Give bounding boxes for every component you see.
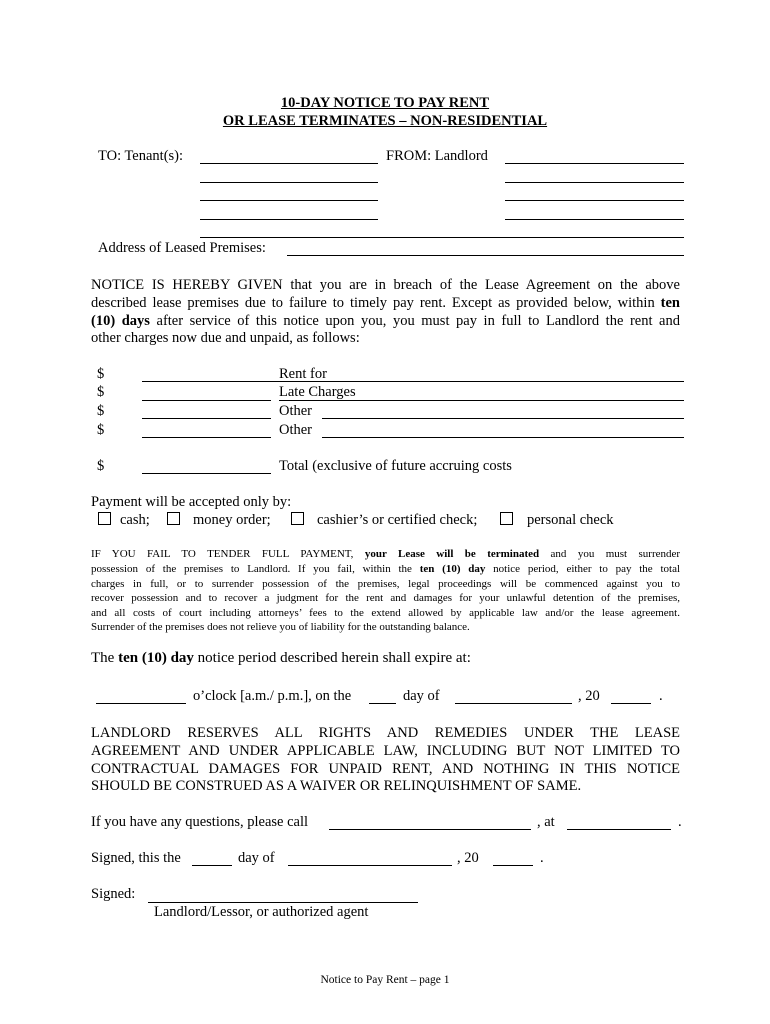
contact-period: . <box>678 814 682 830</box>
expiry-period: . <box>659 688 663 704</box>
charge-label-other-2: Other <box>279 422 313 438</box>
reserve-line-3: CONTRACTUAL DAMAGES FOR UNPAID RENT, AND NOTHING IN THIS NOTICE <box>91 761 680 777</box>
warning-line-2: possession of the premises to Landlord. If you fail, within the ten (10) day notice period, either to pay the total <box>91 563 681 575</box>
amount-line-other-2[interactable] <box>142 437 271 438</box>
notice-line-3: (10) days after service of this notice upon you, you must pay in full to Landlord the rent and <box>91 313 680 329</box>
expiry-day-line[interactable] <box>369 703 396 704</box>
notice-line-2: described lease premises due to failure to timely pay rent. Except as provided below, within ten <box>91 295 680 311</box>
warning-line-5: and all costs of court including attorneys’ fees to the extend allowed by applicable law and/or the lease agreement. <box>91 607 680 619</box>
money-order-checkbox[interactable] <box>167 512 180 525</box>
tenant-line-1[interactable] <box>200 163 378 164</box>
rent-description-line[interactable] <box>142 381 684 382</box>
warning-line-1: IF YOU FAIL TO TENDER FULL PAYMENT, your Lease will be terminated and you must surrender <box>91 548 681 560</box>
contact-label: If you have any questions, please call <box>91 814 309 830</box>
signature-line[interactable] <box>148 902 418 903</box>
charge-label-late: Late Charges <box>279 384 356 400</box>
amount-line-late[interactable] <box>142 400 271 401</box>
expiry-year-line[interactable] <box>611 703 651 704</box>
dollar-sign: $ <box>97 403 105 419</box>
signed-date-label: Signed, this the <box>91 850 181 866</box>
landlord-line-2[interactable] <box>505 182 684 183</box>
reserve-line-4: SHOULD BE CONSTRUED AS A WAIVER OR RELINQUISHMENT OF SAME. <box>91 778 582 794</box>
title-line-1: 10-DAY NOTICE TO PAY RENT <box>280 95 490 111</box>
payment-option-cashiers-check: cashier’s or certified check; <box>317 512 478 528</box>
amount-line-total[interactable] <box>142 473 271 474</box>
charge-label-rent: Rent for <box>279 366 327 382</box>
warning-line-4: recover possession and to recover a judgment for the rent and damages for your unlawful detention of the premises, <box>91 592 680 604</box>
warning-line-6: Surrender of the premises does not relieve you of liability for the outstanding balance. <box>91 621 470 633</box>
payment-label: Payment will be accepted only by: <box>91 494 292 510</box>
contact-name-line[interactable] <box>329 829 531 830</box>
contact-phone-line[interactable] <box>567 829 671 830</box>
late-description-line[interactable] <box>279 400 684 401</box>
from-landlord-label: FROM: Landlord <box>386 148 488 164</box>
page-footer: Notice to Pay Rent – page 1 <box>320 974 450 986</box>
other-1-description-line[interactable] <box>322 418 684 419</box>
signed-day-line[interactable] <box>192 865 232 866</box>
address-label: Address of Leased Premises: <box>98 240 266 256</box>
dollar-sign: $ <box>97 422 105 438</box>
payment-option-personal-check: personal check <box>527 512 614 528</box>
warning-line-3: charges in full, or to surrender possession of the premises, legal proceedings will be commenced against you to <box>91 578 680 590</box>
payment-option-money-order: money order; <box>193 512 271 528</box>
payment-option-cash: cash; <box>120 512 150 528</box>
contact-at-label: , at <box>537 814 555 830</box>
dollar-sign: $ <box>97 366 105 382</box>
cashiers-check-checkbox[interactable] <box>291 512 304 525</box>
tenant-line-4[interactable] <box>200 219 378 220</box>
expiry-year-label: , 20 <box>578 688 600 704</box>
notice-line-1: NOTICE IS HEREBY GIVEN that you are in breach of the Lease Agreement on the above <box>91 277 680 293</box>
personal-check-checkbox[interactable] <box>500 512 513 525</box>
landlord-line-3[interactable] <box>505 200 684 201</box>
signed-month-line[interactable] <box>288 865 452 866</box>
notice-line-4: other charges now due and unpaid, as follows: <box>91 330 360 346</box>
expiry-sentence: The ten (10) day notice period described herein shall expire at: <box>91 650 471 666</box>
signed-year-label: , 20 <box>457 850 479 866</box>
tenant-line-5[interactable] <box>200 237 684 238</box>
reserve-line-2: AGREEMENT AND UNDER APPLICABLE LAW, INCLUDING BUT NOT LIMITED TO <box>91 743 680 759</box>
cash-checkbox[interactable] <box>98 512 111 525</box>
dollar-sign: $ <box>97 384 105 400</box>
signature-label: Signed: <box>91 886 136 902</box>
expiry-time-line[interactable] <box>96 703 186 704</box>
address-line[interactable] <box>287 255 684 256</box>
reserve-line-1: LANDLORD RESERVES ALL RIGHTS AND REMEDIES UNDER THE LEASE <box>91 725 680 741</box>
landlord-line-1[interactable] <box>505 163 684 164</box>
landlord-line-4[interactable] <box>505 219 684 220</box>
title-line-2: OR LEASE TERMINATES – NON-RESIDENTIAL <box>222 113 548 129</box>
tenant-line-3[interactable] <box>200 200 378 201</box>
to-tenant-label: TO: Tenant(s): <box>98 148 184 164</box>
tenant-line-2[interactable] <box>200 182 378 183</box>
signed-year-line[interactable] <box>493 865 533 866</box>
signature-caption: Landlord/Lessor, or authorized agent <box>154 904 369 920</box>
signed-period: . <box>540 850 544 866</box>
charge-label-other-1: Other <box>279 403 313 419</box>
other-2-description-line[interactable] <box>322 437 684 438</box>
signed-day-of-label: day of <box>238 850 275 866</box>
total-label: Total (exclusive of future accruing costs <box>279 458 512 474</box>
expiry-month-line[interactable] <box>455 703 572 704</box>
amount-line-other-1[interactable] <box>142 418 271 419</box>
expiry-oclock-label: o’clock [a.m./ p.m.], on the <box>193 688 352 704</box>
expiry-day-of-label: day of <box>403 688 440 704</box>
dollar-sign: $ <box>97 458 105 474</box>
